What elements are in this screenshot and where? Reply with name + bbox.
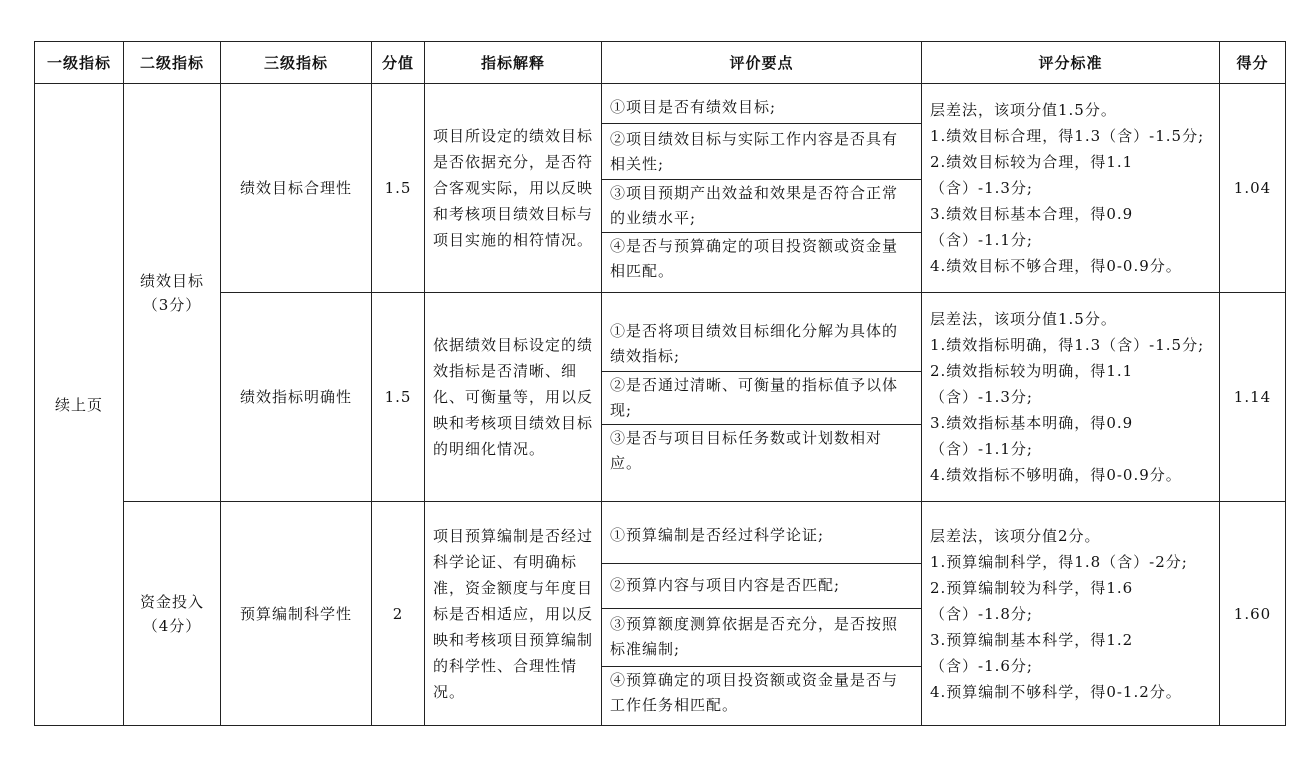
point-item: ④是否与预算确定的项目投资额或资金量相匹配。 — [602, 232, 921, 285]
score-cell: 1.5 — [372, 84, 425, 293]
criteria-line: 3.预算编制基本科学，得1.2（含）-1.6分; — [930, 630, 1134, 675]
header-row — [35, 42, 1286, 84]
evaluation-table — [34, 41, 1286, 726]
result-cell: 1.04 — [1220, 84, 1286, 293]
level2-score: （3分） — [142, 295, 202, 314]
criteria-line: 1.绩效目标合理，得1.3（含）-1.5分; — [930, 127, 1205, 145]
level2-cell — [124, 84, 221, 502]
criteria-line: 2.绩效目标较为合理，得1.1（含）-1.3分; — [930, 153, 1134, 197]
criteria-line: 1.预算编制科学，得1.8（含）-2分; — [930, 552, 1188, 571]
level2-score: （4分） — [142, 616, 202, 635]
header-criteria: 评分标准 — [922, 42, 1220, 84]
level1-cell: 续上页 — [35, 84, 124, 726]
level3-cell: 绩效目标合理性 — [221, 84, 372, 293]
explanation-cell: 项目所设定的绩效目标是否依据充分，是否符合客观实际，用以反映和考核项目绩效目标与项目实施的相符情况。 — [425, 84, 602, 293]
point-item: ②预算内容与项目内容是否匹配; — [602, 563, 921, 608]
level2-cell — [124, 502, 221, 726]
criteria-line: 1.绩效指标明确，得1.3（含）-1.5分; — [930, 336, 1205, 354]
level3-cell: 绩效指标明确性 — [221, 293, 372, 502]
score-cell: 2 — [372, 502, 425, 726]
table-row — [35, 502, 1286, 726]
table-row — [35, 293, 1286, 502]
point-item: ③项目预期产出效益和效果是否符合正常的业绩水平; — [602, 179, 921, 232]
point-item: ①预算编制是否经过科学论证; — [610, 526, 825, 544]
table-row — [35, 84, 1286, 293]
points-cell — [602, 84, 922, 293]
result-cell: 1.14 — [1220, 293, 1286, 502]
point-item: ③预算额度测算依据是否充分，是否按照标准编制; — [602, 608, 921, 666]
header-explanation: 指标解释 — [425, 42, 602, 84]
criteria-line: 层差法，该项分值2分。 — [930, 526, 1101, 545]
header-result: 得分 — [1220, 42, 1286, 84]
points-cell — [602, 293, 922, 502]
point-item: ②项目绩效目标与实际工作内容是否具有相关性; — [602, 123, 921, 179]
criteria-cell — [922, 293, 1220, 502]
points-cell — [602, 502, 922, 726]
point-item: ④预算确定的项目投资额或资金量是否与工作任务相匹配。 — [602, 666, 921, 719]
criteria-line: 4.绩效指标不够明确，得0-0.9分。 — [930, 466, 1182, 484]
header-level3: 三级指标 — [221, 42, 372, 84]
explanation-cell: 依据绩效目标设定的绩效指标是否清晰、细化、可衡量等，用以反映和考核项目绩效目标的明细化情况。 — [425, 293, 602, 502]
point-item: ①项目是否有绩效目标; — [610, 97, 777, 116]
header-points: 评价要点 — [602, 42, 922, 84]
criteria-line: 4.绩效目标不够合理，得0-0.9分。 — [930, 257, 1182, 275]
criteria-line: 2.预算编制较为科学，得1.6（含）-1.8分; — [930, 578, 1134, 623]
criteria-line: 3.绩效指标基本明确，得0.9（含）-1.1分; — [930, 414, 1134, 458]
result-cell: 1.60 — [1220, 502, 1286, 726]
level2-name: 资金投入 — [139, 592, 204, 611]
criteria-cell — [922, 84, 1220, 293]
header-level1: 一级指标 — [35, 42, 124, 84]
point-item: ①是否将项目绩效目标细化分解为具体的绩效指标; — [610, 322, 899, 365]
point-item: ③是否与项目目标任务数或计划数相对应。 — [602, 424, 921, 477]
criteria-line: 层差法，该项分值1.5分。 — [930, 101, 1117, 119]
header-level2: 二级指标 — [124, 42, 221, 84]
level3-cell: 预算编制科学性 — [221, 502, 372, 726]
point-item: ②是否通过清晰、可衡量的指标值予以体现; — [602, 371, 921, 424]
criteria-line: 2.绩效指标较为明确，得1.1（含）-1.3分; — [930, 362, 1134, 406]
criteria-line: 层差法，该项分值1.5分。 — [930, 310, 1117, 328]
explanation-cell: 项目预算编制是否经过科学论证、有明确标准，资金额度与年度目标是否相适应，用以反映和考核项目预算编制的科学性、合理性情况。 — [425, 502, 602, 726]
criteria-line: 3.绩效目标基本合理，得0.9（含）-1.1分; — [930, 205, 1134, 249]
criteria-line: 4.预算编制不够科学，得0-1.2分。 — [930, 682, 1182, 701]
criteria-cell — [922, 502, 1220, 726]
level2-name: 绩效目标 — [139, 271, 204, 290]
header-score: 分值 — [372, 42, 425, 84]
score-cell: 1.5 — [372, 293, 425, 502]
